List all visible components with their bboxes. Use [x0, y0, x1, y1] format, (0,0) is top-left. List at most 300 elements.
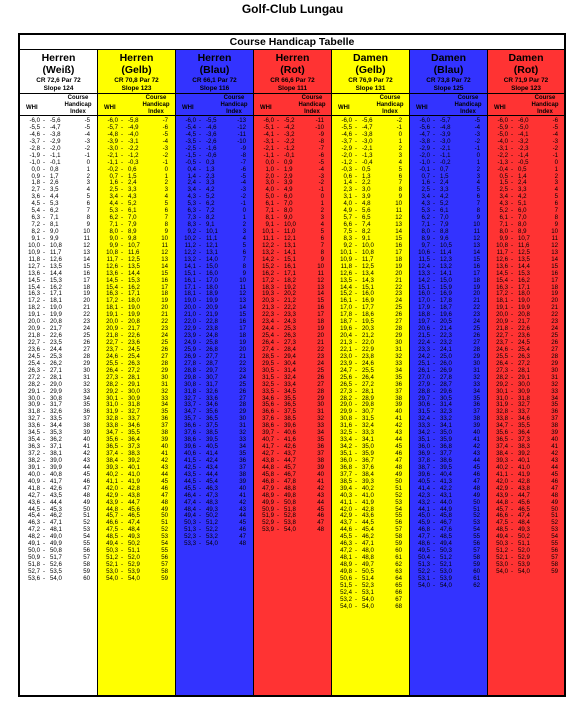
range-dash: - — [432, 512, 436, 520]
whi-from: 8,3 — [187, 221, 196, 229]
whi-to: 14,4 — [128, 269, 140, 277]
course-handicap-value: 26 — [239, 387, 246, 395]
whi-to: 22,8 — [206, 318, 218, 326]
range-dash: - — [120, 193, 124, 201]
range-dash: - — [354, 221, 358, 229]
range-dash: - — [432, 526, 436, 534]
whi-to: 26,3 — [518, 352, 530, 360]
course-handicap-value: 9 — [476, 214, 480, 222]
whi-to: 27,2 — [362, 380, 374, 388]
range-dash: - — [510, 373, 514, 381]
course-handicap-value: 8 — [86, 214, 90, 222]
course-handicap-value: 56 — [473, 540, 480, 548]
range-dash: - — [120, 269, 124, 277]
whi-from: 9,2 — [187, 228, 196, 235]
range-dash: - — [198, 533, 202, 541]
course-handicap-value: 28 — [317, 387, 324, 395]
course-handicap-value: 45 — [473, 463, 480, 471]
whi-to: 1,5 — [128, 172, 137, 180]
course-handicap-value: 28 — [239, 401, 246, 409]
whi-to: -4,6 — [206, 123, 217, 131]
range-dash: - — [432, 151, 436, 159]
course-handicap-value: 33 — [83, 387, 90, 395]
whi-to: -1,1 — [440, 151, 451, 159]
range-dash: - — [42, 505, 46, 513]
course-handicap-value: 32 — [551, 380, 558, 388]
whi-from: 30,1 — [496, 387, 508, 395]
whi-from: 51,5 — [340, 581, 352, 589]
course-handicap-value: -4 — [318, 165, 324, 173]
course-handicap-value: -5 — [162, 130, 168, 138]
whi-from: 19,3 — [262, 290, 274, 298]
whi-from: 35,7 — [184, 415, 196, 423]
whi-from: -6,0 — [185, 117, 196, 124]
range-dash: - — [354, 345, 358, 353]
course-handicap-value: 16 — [395, 241, 402, 249]
whi-from: -5,5 — [29, 123, 40, 131]
whi-from: 8,1 — [265, 214, 274, 222]
whi-to: 6,0 — [284, 193, 293, 201]
course-handicap-value: 12 — [239, 290, 246, 298]
column-subheader — [488, 94, 564, 116]
course-handicap-value: 52 — [395, 491, 402, 499]
range-dash: - — [432, 123, 436, 131]
whi-to: 34,6 — [128, 422, 140, 430]
range-dash: - — [120, 186, 124, 194]
whi-to: 42,6 — [50, 484, 62, 492]
whi-to: -4,8 — [440, 123, 451, 131]
whi-from: 17,9 — [418, 304, 430, 312]
course-handicap-value: 18 — [473, 276, 480, 284]
course-handicap-value: 31 — [83, 373, 90, 381]
whi-from: 26,4 — [106, 366, 118, 374]
whi-from: 43,6 — [28, 498, 40, 506]
whi-from: 49,5 — [418, 547, 430, 555]
whi-from: 41,7 — [262, 443, 274, 451]
range-dash: - — [354, 200, 358, 208]
whi-to: 35,5 — [518, 422, 530, 430]
range-dash: - — [510, 179, 514, 187]
handicap-rows — [488, 116, 564, 576]
range-dash: - — [510, 165, 514, 173]
whi-from: 31,5 — [262, 373, 274, 381]
course-handicap-value: -2 — [84, 144, 90, 152]
whi-from: 35,6 — [106, 436, 118, 444]
course-handicap-value: 6 — [476, 193, 480, 201]
whi-from: 21,8 — [496, 325, 508, 333]
whi-to: -0,2 — [440, 158, 451, 166]
whi-to: 27,3 — [284, 339, 296, 346]
whi-to: 8,8 — [440, 228, 449, 235]
range-dash: - — [510, 394, 514, 402]
whi-from: 5,2 — [499, 207, 508, 215]
whi-from: 12,2 — [184, 248, 196, 256]
course-handicap-value: 0 — [242, 207, 246, 215]
range-dash: - — [276, 117, 280, 124]
whi-from: 3,0 — [265, 179, 274, 187]
course-handicap-value: 18 — [551, 283, 558, 291]
whi-to: 36,7 — [362, 456, 374, 464]
range-dash: - — [276, 276, 280, 284]
course-handicap-value: 20 — [395, 269, 402, 277]
course-handicap-value: 26 — [473, 332, 480, 340]
course-handicap-value: 21 — [161, 311, 168, 319]
range-dash: - — [510, 144, 514, 152]
whi-from: 32,8 — [496, 408, 508, 416]
whi-from: 24,9 — [184, 339, 196, 346]
whi-from: 4,5 — [31, 200, 40, 208]
course-handicap-value: 38 — [161, 429, 168, 437]
course-handicap-value: 11 — [317, 269, 324, 277]
range-dash: - — [432, 248, 436, 256]
course-rating: CR 76,9 Par 72 — [348, 77, 393, 84]
whi-from: 54,0 — [496, 567, 508, 575]
course-handicap-value: 47 — [239, 533, 246, 541]
whi-from: -0,2 — [107, 165, 118, 173]
range-dash: - — [276, 234, 280, 242]
course-handicap-value: 43 — [395, 429, 402, 437]
whi-to: 21,7 — [50, 325, 62, 333]
course-handicap-value: 59 — [83, 567, 90, 575]
course-handicap-value: 50 — [551, 505, 558, 513]
whi-to: 17,1 — [518, 283, 530, 291]
course-handicap-value: 11 — [551, 234, 558, 242]
range-dash: - — [354, 228, 358, 235]
range-dash: - — [198, 214, 202, 222]
course-handicap-value: 43 — [317, 491, 324, 499]
whi-to: -5,5 — [206, 117, 217, 124]
whi-to: 0,5 — [518, 165, 527, 173]
whi-to: 2,6 — [50, 179, 59, 187]
whi-from: 32,7 — [184, 394, 196, 402]
range-dash: - — [198, 241, 202, 249]
whi-to: 45,7 — [284, 463, 296, 471]
course-handicap-value: 20 — [317, 332, 324, 340]
whi-to: 18,0 — [128, 297, 140, 305]
course-handicap-value: -10 — [237, 137, 246, 145]
whi-to: 13,5 — [128, 262, 140, 270]
range-dash: - — [276, 484, 280, 492]
range-dash: - — [198, 470, 202, 478]
whi-from: 43,8 — [262, 456, 274, 464]
range-dash: - — [510, 561, 514, 568]
whi-from: 18,1 — [184, 290, 196, 298]
range-dash: - — [42, 130, 46, 138]
whi-from: -4,8 — [107, 130, 118, 138]
whi-label: WHI — [26, 105, 38, 111]
range-dash: - — [354, 332, 358, 340]
course-handicap-value: 58 — [551, 561, 558, 568]
whi-to: -0,4 — [362, 158, 373, 166]
range-dash: - — [120, 276, 124, 284]
whi-to: 24,8 — [206, 332, 218, 340]
whi-from: 50,6 — [340, 574, 352, 582]
course-handicap-value: 19 — [473, 283, 480, 291]
whi-from: 47,5 — [496, 519, 508, 527]
whi-from: 51,2 — [496, 547, 508, 555]
whi-to: -5,8 — [128, 117, 139, 124]
whi-from: 37,4 — [106, 450, 118, 457]
whi-to: 26,2 — [50, 359, 62, 367]
whi-from: 24,7 — [340, 366, 352, 374]
whi-from: -6,0 — [419, 117, 430, 124]
whi-to: 0,5 — [362, 165, 371, 173]
course-handicap-value: -6 — [318, 151, 324, 159]
whi-to: 28,7 — [206, 359, 218, 367]
course-handicap-value: 44 — [83, 463, 90, 471]
course-handicap-value: 3 — [476, 172, 480, 180]
range-dash: - — [42, 380, 46, 388]
course-handicap-value: 23 — [473, 311, 480, 319]
whi-from: 43,7 — [340, 519, 352, 527]
whi-to: 21,7 — [518, 318, 530, 326]
whi-from: 38,7 — [418, 463, 430, 471]
range-dash: - — [276, 505, 280, 513]
range-dash: - — [120, 422, 124, 430]
range-dash: - — [276, 158, 280, 166]
whi-to: -2,2 — [284, 137, 295, 145]
whi-to: 40,1 — [128, 463, 140, 471]
range-dash: - — [276, 366, 280, 374]
whi-from: 30,8 — [184, 380, 196, 388]
whi-to: 39,2 — [128, 456, 140, 464]
course-handicap-value: 14 — [473, 248, 480, 256]
course-handicap-value: 57 — [551, 554, 558, 562]
course-handicap-value: -1 — [396, 123, 402, 131]
course-handicap-value: 38 — [83, 422, 90, 430]
range-dash: - — [276, 325, 280, 333]
whi-from: -3,1 — [497, 144, 508, 152]
whi-from: 8,9 — [421, 234, 430, 242]
whi-from: 10,0 — [28, 241, 40, 249]
whi-to: 13,5 — [50, 262, 62, 270]
whi-to: 1,4 — [518, 172, 527, 180]
range-dash: - — [276, 297, 280, 305]
course-handicap-value: 51 — [161, 519, 168, 527]
whi-to: 48,4 — [128, 526, 140, 534]
range-dash: - — [42, 373, 46, 381]
course-handicap-value: -6 — [240, 165, 246, 173]
range-dash: - — [510, 498, 514, 506]
course-handicap-value: 13 — [161, 255, 168, 263]
whi-from: 27,8 — [184, 359, 196, 367]
course-handicap-value: -1 — [552, 151, 558, 159]
whi-to: 17,1 — [128, 290, 140, 298]
range-dash: - — [276, 290, 280, 298]
range-dash: - — [42, 498, 46, 506]
whi-from: 18,1 — [106, 304, 118, 312]
whi-to: 45,6 — [518, 498, 530, 506]
whi-to: 21,2 — [362, 332, 374, 340]
course-handicap-value: 1 — [554, 165, 558, 173]
slope-rating: Slope 125 — [433, 85, 464, 92]
whi-from: 11,7 — [106, 255, 118, 263]
whi-to: 47,4 — [518, 512, 530, 520]
whi-to: -1,2 — [284, 144, 295, 152]
range-dash: - — [510, 443, 514, 451]
whi-to: -3,1 — [128, 137, 139, 145]
range-dash: - — [276, 519, 280, 527]
course-handicap-value: 34 — [161, 401, 168, 409]
course-handicap-value: 0 — [398, 130, 402, 138]
range-dash: - — [42, 228, 46, 235]
course-handicap-value: 54 — [395, 505, 402, 513]
range-dash: - — [42, 276, 46, 284]
range-dash: - — [510, 491, 514, 499]
whi-from: 52,9 — [262, 519, 274, 527]
course-handicap-value: 48 — [551, 491, 558, 499]
course-handicap-value: 23 — [395, 290, 402, 298]
whi-to: 8,2 — [362, 228, 371, 235]
whi-from: 1,6 — [109, 179, 118, 187]
whi-from: 15,1 — [184, 269, 196, 277]
whi-from: 50,9 — [262, 505, 274, 513]
tee-gender: Damen — [508, 52, 544, 64]
range-dash: - — [510, 380, 514, 388]
range-dash: - — [510, 526, 514, 534]
range-dash: - — [198, 491, 202, 499]
course-handicap-value: 33 — [473, 380, 480, 388]
whi-from: 53,0 — [106, 567, 118, 575]
whi-to: 52,8 — [284, 512, 296, 520]
whi-from: -1,5 — [185, 151, 196, 159]
whi-to: 4,3 — [128, 193, 137, 201]
range-dash: - — [276, 422, 280, 430]
whi-from: 22,7 — [28, 339, 40, 346]
tee-gender: Herren — [275, 52, 310, 64]
range-dash: - — [354, 283, 358, 291]
course-handicap-value: 32 — [395, 352, 402, 360]
course-handicap-value: -2 — [474, 137, 480, 145]
whi-from: 43,9 — [496, 491, 508, 499]
range-dash: - — [354, 352, 358, 360]
range-dash: - — [354, 415, 358, 423]
course-handicap-value: 30 — [473, 359, 480, 367]
range-dash: - — [198, 207, 202, 215]
whi-from: 49,4 — [184, 512, 196, 520]
whi-to: 53,9 — [518, 561, 530, 568]
course-rating: CR 72,6 Par 72 — [36, 77, 81, 84]
whi-from: 53,3 — [184, 540, 196, 548]
whi-to: 8,1 — [50, 221, 59, 229]
range-dash: - — [120, 214, 124, 222]
whi-from: 23,4 — [262, 318, 274, 326]
range-dash: - — [276, 415, 280, 423]
whi-from: -2,1 — [263, 144, 274, 152]
range-dash: - — [432, 415, 436, 423]
whi-to: 6,5 — [362, 214, 371, 222]
whi-to: 40,2 — [362, 484, 374, 492]
whi-from: -3,7 — [341, 137, 352, 145]
whi-from: 37,7 — [340, 470, 352, 478]
range-dash: - — [42, 533, 46, 541]
course-handicap-value: 12 — [395, 214, 402, 222]
whi-to: 17,1 — [284, 269, 296, 277]
club-title: Golf-Club Lungau — [241, 2, 344, 16]
whi-to: 9,9 — [50, 234, 59, 242]
range-dash: - — [120, 304, 124, 312]
whi-to: 15,1 — [362, 283, 374, 291]
whi-from: 10,8 — [106, 248, 118, 256]
whi-to: 9,0 — [284, 214, 293, 222]
whi-to: 22,6 — [50, 332, 62, 340]
course-handicap-value: 7 — [476, 200, 480, 208]
range-dash: - — [432, 214, 436, 222]
whi-to: 38,3 — [128, 450, 140, 457]
whi-to: 36,8 — [440, 443, 452, 451]
whi-to: 46,2 — [50, 512, 62, 520]
whi-to: 52,0 — [128, 554, 140, 562]
whi-to: 13,4 — [362, 269, 374, 277]
course-handicap-value: 46 — [317, 512, 324, 520]
whi-from: 12,6 — [340, 269, 352, 277]
course-handicap-value: 63 — [395, 567, 402, 575]
whi-to: 48,4 — [518, 519, 530, 527]
range-dash: - — [198, 429, 202, 437]
column-subheader — [98, 94, 175, 116]
course-handicap-value: 9 — [86, 221, 90, 229]
course-handicap-value: 20 — [473, 290, 480, 298]
course-handicap-value: 13 — [83, 248, 90, 256]
whi-label: WHI — [182, 105, 194, 111]
whi-to: 10,8 — [50, 241, 62, 249]
whi-from: 46,8 — [418, 526, 430, 534]
whi-to: 49,9 — [50, 540, 62, 548]
whi-to: -1,6 — [206, 144, 217, 152]
range-dash: - — [42, 214, 46, 222]
whi-from: 44,8 — [496, 498, 508, 506]
range-dash: - — [120, 484, 124, 492]
range-dash: - — [432, 345, 436, 353]
range-dash: - — [120, 345, 124, 353]
whi-to: 11,0 — [284, 228, 296, 235]
whi-from: -5,0 — [497, 130, 508, 138]
whi-to: 27,2 — [128, 366, 140, 374]
range-dash: - — [198, 248, 202, 256]
course-handicap-value: 19 — [551, 290, 558, 298]
whi-from: 32,8 — [106, 415, 118, 423]
whi-from: 50,4 — [418, 554, 430, 562]
range-dash: - — [42, 408, 46, 416]
range-dash: - — [432, 144, 436, 152]
range-dash: - — [432, 463, 436, 471]
whi-from: 51,2 — [106, 554, 118, 562]
range-dash: - — [120, 429, 124, 437]
range-dash: - — [42, 526, 46, 534]
whi-from: 49,9 — [262, 498, 274, 506]
whi-from: 18,1 — [496, 297, 508, 305]
range-dash: - — [354, 179, 358, 187]
whi-from: 40,5 — [418, 477, 430, 485]
whi-from: 46,6 — [106, 519, 118, 527]
whi-from: 53,1 — [418, 574, 430, 582]
range-dash: - — [354, 595, 358, 603]
whi-to: 51,7 — [50, 554, 62, 562]
course-handicap-value: -7 — [318, 144, 324, 152]
whi-to: 17,1 — [50, 290, 62, 298]
range-dash: - — [276, 221, 280, 229]
range-dash: - — [510, 130, 514, 138]
whi-to: 20,3 — [362, 325, 374, 333]
whi-from: 9,1 — [265, 221, 274, 229]
range-dash: - — [198, 359, 202, 367]
range-dash: - — [276, 165, 280, 173]
whi-from: 17,2 — [28, 297, 40, 305]
whi-to: 44,7 — [284, 456, 296, 464]
whi-from: -0,5 — [185, 158, 196, 166]
whi-to: 5,6 — [362, 207, 371, 215]
course-handicap-value: 5 — [320, 228, 324, 235]
